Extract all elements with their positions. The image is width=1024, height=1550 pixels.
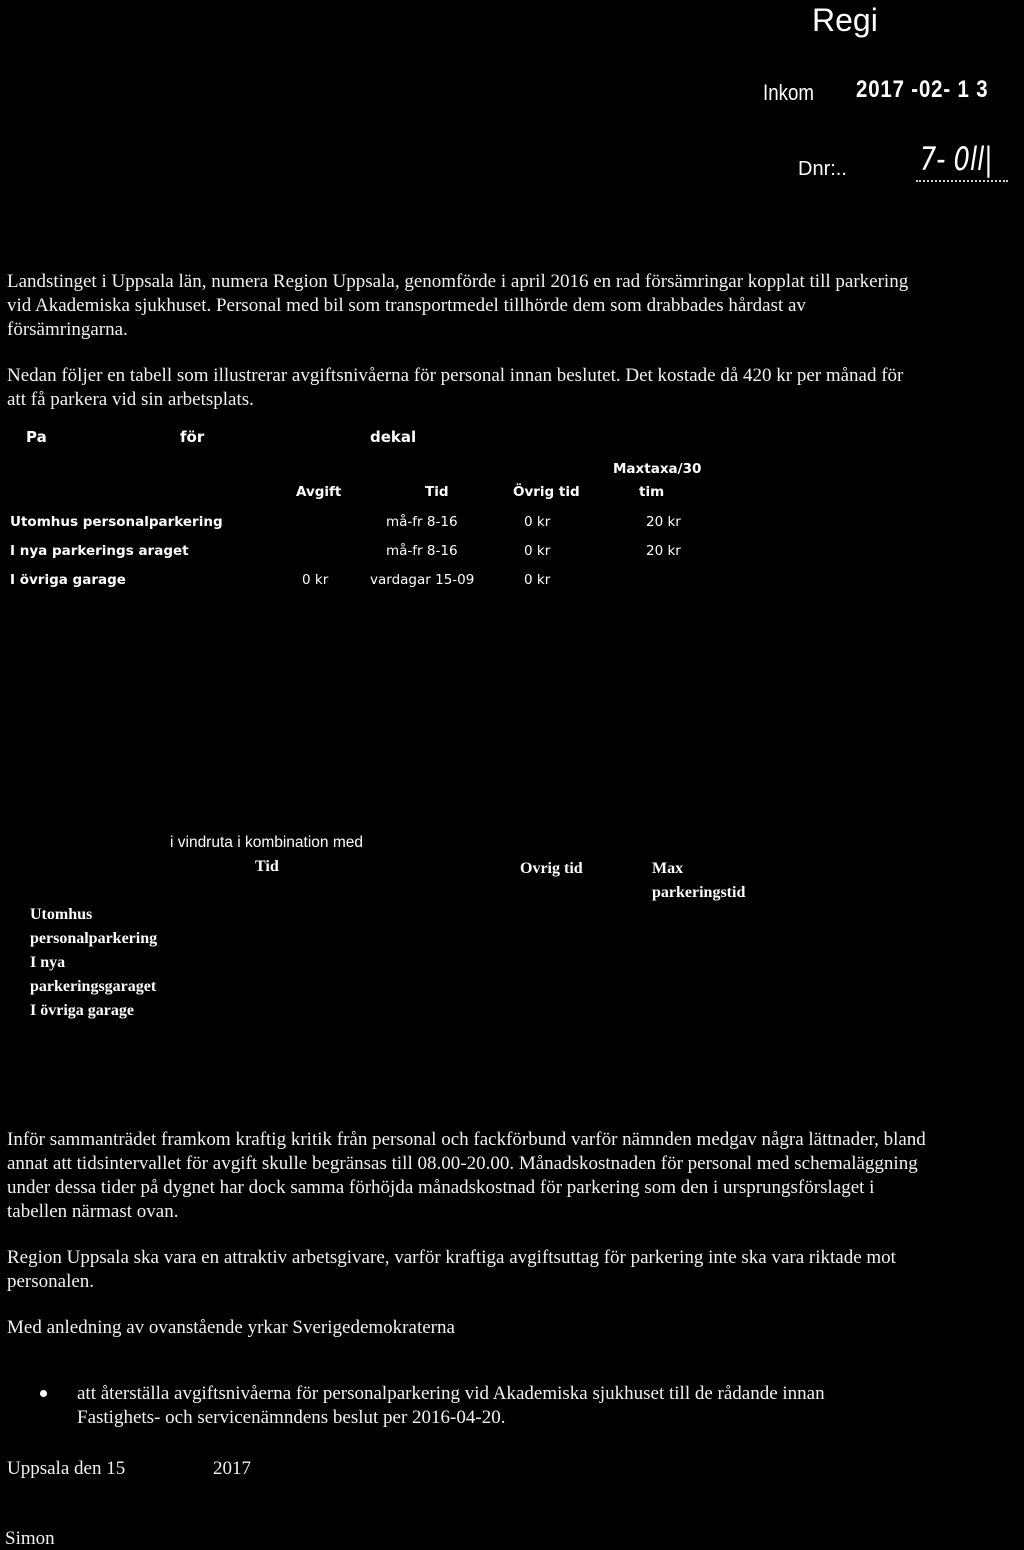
- table1-caption-b: för: [180, 428, 205, 446]
- table2-caption: i vindruta i kombination med: [170, 834, 363, 851]
- bullet-dot-icon: [40, 1390, 47, 1397]
- table2-header-max-line1: Max: [652, 860, 684, 877]
- table1-row3-label: I övriga garage: [10, 572, 126, 588]
- intro-section: [7, 270, 1007, 412]
- table1-header-tid: Tid: [425, 484, 449, 500]
- year: 2017: [213, 1458, 251, 1479]
- table2-row3-line1: I övriga garage: [30, 1002, 134, 1019]
- table2-header-tid: Tid: [255, 858, 279, 875]
- table2-header-max-line2: parkeringstid: [652, 884, 746, 901]
- table1-row2-ovrig: 0 kr: [524, 543, 551, 559]
- intro-paragraph-1: Landstinget i Uppsala län, numera Region Uppsala, genomförde i april 2016 en rad försämringar kopplat till parkering vid Akademiska sjukhuset. Personal med bil som transportmedel tillhörde dem som drabbades hårdast av försämringarna.: [7, 271, 909, 340]
- table2-row1-line1: Utomhus: [30, 906, 93, 923]
- table1-row1-tid: må-fr 8-16: [386, 514, 458, 530]
- table1-header-max-line2: tim: [639, 484, 665, 500]
- table1-row1-ovrig: 0 kr: [524, 514, 551, 530]
- table1-row3-ovrig: 0 kr: [524, 572, 551, 588]
- intro-paragraph-2: Nedan följer en tabell som illustrerar avgiftsnivåerna för personal innan beslutet. Det kostade då 420 kr per månad för att få parkera vid sin arbetsplats.: [7, 365, 904, 410]
- closing-paragraph-3: Med anledning av ovanstående yrkar Sverigedemokraterna: [7, 1317, 455, 1338]
- table2-header-ovrig: Ovrig tid: [520, 860, 583, 877]
- signature-name: Simon: [5, 1528, 55, 1549]
- inkom-label: Inkom: [763, 80, 814, 105]
- table1-header-avgift: Avgift: [296, 484, 342, 500]
- table1-row1-max: 20 kr: [646, 514, 681, 530]
- bullet-item: att återställa avgiftsnivåerna för personalparkering vid Akademiska sjukhuset till de rådande innan Fastighets- och servicenämndens beslut per 2016-04-20.: [77, 1383, 825, 1428]
- dnr-underline: [916, 180, 1008, 182]
- table1-row1-label: Utomhus personalparkering: [10, 514, 223, 530]
- table1-header-max-line1: Maxtaxa/30: [613, 461, 702, 477]
- table2-row2-line2: parkeringsgaraget: [30, 978, 157, 995]
- closing-section: [7, 1128, 1007, 1340]
- closing-paragraph-2: Region Uppsala ska vara en attraktiv arbetsgivare, varför kraftiga avgiftsuttag för parkering inte ska vara riktade mot personalen.: [7, 1247, 896, 1292]
- table1-caption-c: dekal: [370, 428, 417, 446]
- dnr-label: Dnr:..: [798, 158, 847, 180]
- table1-caption-a: Pa: [26, 428, 47, 446]
- table1-row2-tid: må-fr 8-16: [386, 543, 458, 559]
- dnr-value: 7- 0ll|: [920, 140, 993, 178]
- table2-row1-line2: personalparkering: [30, 930, 158, 947]
- table2-row2-line1: I nya: [30, 954, 66, 971]
- place-date: Uppsala den 15: [7, 1458, 126, 1479]
- inkom-date: 2017 -02- 1 3: [856, 76, 989, 103]
- closing-paragraph-1: Inför sammanträdet framkom kraftig kritik från personal och fackförbund varför nämnden medgav några lättnader, bland annat att tidsintervallet för avgift skulle begränsas till 08.00-20.00. Månadskostnaden för personal med schemaläggning under dessa tider på dygnet har dock samma förhöjda månadskostnad för parkering som den i ursprungsförslaget i tabellen närmast ovan.: [7, 1129, 926, 1222]
- table1-row2-label: I nya parkerings araget: [10, 543, 189, 559]
- table1-header-ovrig: Övrig tid: [513, 484, 580, 500]
- table1-row3-tid: vardagar 15-09: [370, 572, 475, 588]
- region-stamp-title: Regi: [812, 2, 878, 38]
- table1-row2-max: 20 kr: [646, 543, 681, 559]
- table1-row3-avgift: 0 kr: [302, 572, 329, 588]
